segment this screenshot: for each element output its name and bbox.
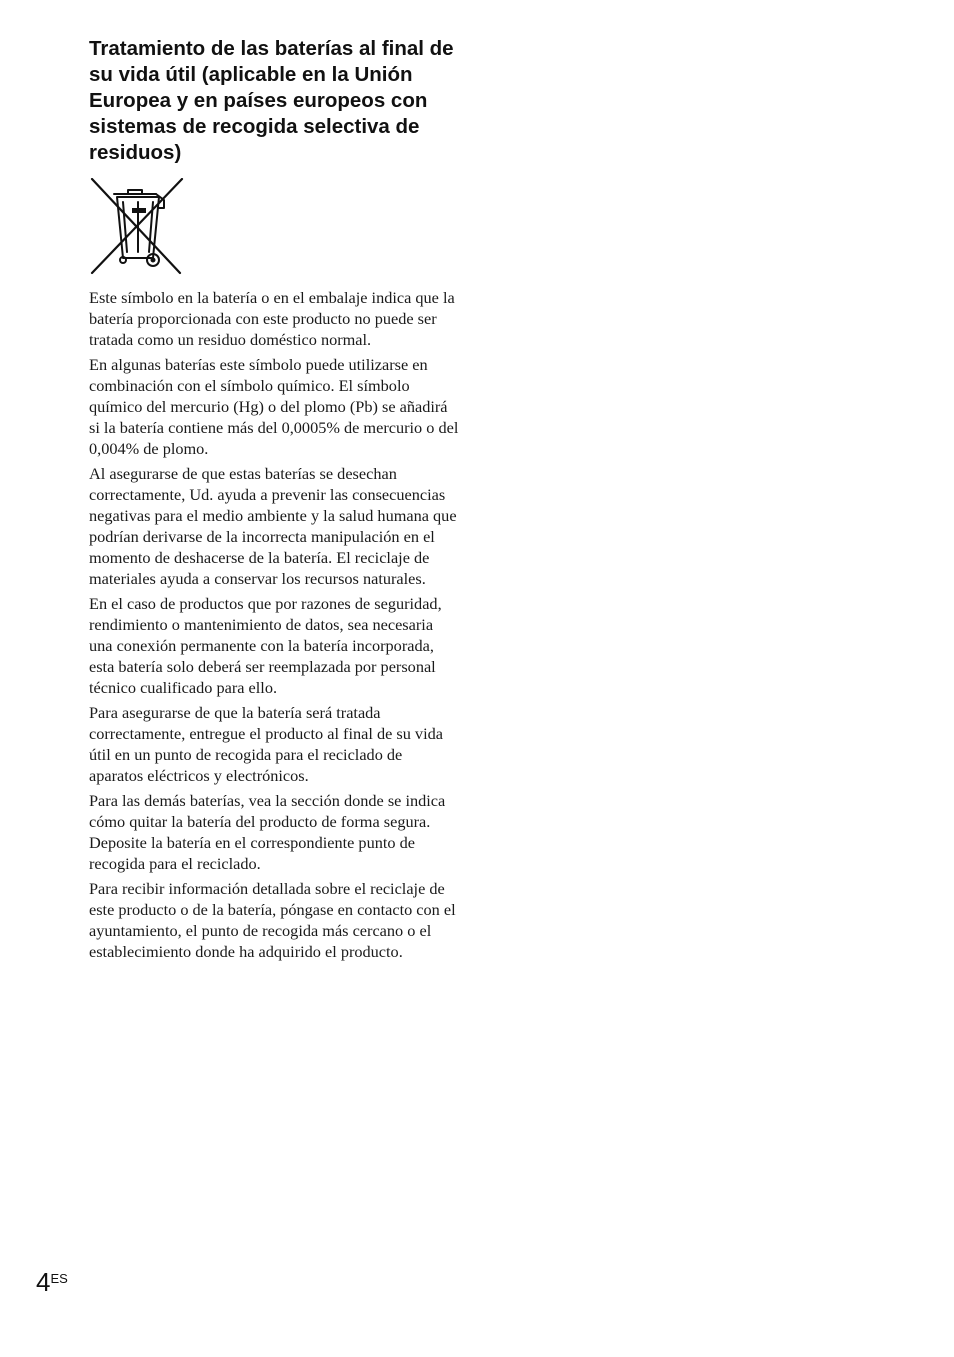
page-number <box>36 1265 68 1299</box>
paragraph-chemical-symbol: En algunas baterías este símbolo puede utilizarse en combinación con el símbolo químico. El símbolo químico del mercurio (Hg) o del plomo (Pb) se añadirá si la batería contiene más del 0,0005% de mercurio o del 0,004% de plomo. <box>89 355 459 458</box>
page-language-suffix: ES <box>50 1271 68 1286</box>
paragraph-other-batteries: Para las demás baterías, vea la sección donde se indica cómo quitar la batería del producto de forma segura. Deposite la batería en el correspondiente punto de recogida para el reciclado. <box>89 791 446 873</box>
paragraph-collection-point: Para asegurarse de que la batería será tratada correctamente, entregue el producto al final de su vida útil en un punto de recogida para el reciclado de aparatos eléctricos y electrónicos. <box>89 703 443 785</box>
paragraph-more-information: Para recibir información detallada sobre el reciclaje de este producto o de la batería, póngase en contacto con el ayuntamiento, el punto de recogida más cercano o el establecimiento donde ha adquirido el producto. <box>89 879 456 961</box>
paragraph-symbol-meaning: Este símbolo en la batería o en el embalaje indica que la batería proporcionada con este producto no puede ser tratada como un residuo doméstico normal. <box>89 288 455 349</box>
crossed-out-wheelie-bin-icon <box>90 178 184 275</box>
paragraph-built-in-battery: En el caso de productos que por razones de seguridad, rendimiento o mantenimiento de datos, sea necesaria una conexión permanente con la batería incorporada, esta batería solo deberá ser reemplazada por personal técnico cualificado para ello. <box>89 594 442 697</box>
section-heading: Tratamiento de las baterías al final de su vida útil (aplicable en la Unión Europea y en países europeos con sistemas de recogida selectiva de residuos) <box>89 37 454 164</box>
paragraph-environment: Al asegurarse de que estas baterías se desechan correctamente, Ud. ayuda a prevenir las consecuencias negativas para el medio ambiente y la salud humana que podrían derivarse de la incorrecta manipulación en el momento de deshacerse de la batería. El reciclaje de materiales ayuda a conservar los recursos naturales. <box>89 464 457 588</box>
battery-disposal-section <box>89 36 459 966</box>
section-body <box>89 287 459 962</box>
page-number-value: 4 <box>36 1267 51 1297</box>
